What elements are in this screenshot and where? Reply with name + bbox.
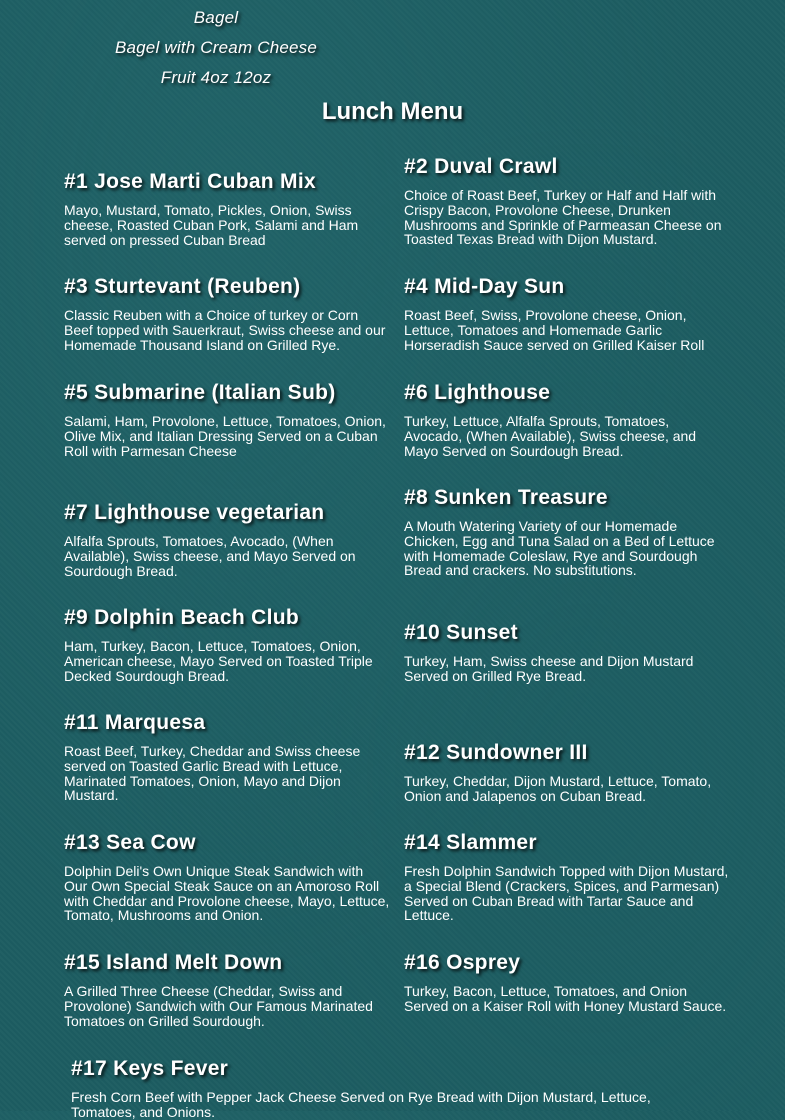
menu-item-title: #2 Duval Crawl	[404, 155, 558, 178]
menu-item-title: #9 Dolphin Beach Club	[64, 606, 299, 629]
menu-item-description: Ham, Turkey, Bacon, Lettuce, Tomatoes, Onion, American cheese, Mayo Served on Toasted Triple Decked Sourdough Bread.	[64, 638, 373, 684]
menu-item-description: Turkey, Cheddar, Dijon Mustard, Lettuce, Tomato, Onion and Jalapenos on Cuban Bread.	[404, 773, 712, 804]
menu-line-bagel-cream-cheese: Bagel with Cream Cheese	[114, 38, 318, 57]
menu-item-title: #1 Jose Marti Cuban Mix	[64, 170, 316, 193]
menu-item-description: Alfalfa Sprouts, Tomatoes, Avocado, (When Available), Swiss cheese, and Mayo Served on Sourdough Bread.	[64, 533, 356, 579]
menu-item-7	[64, 500, 390, 578]
menu-item-title: #4 Mid-Day Sun	[404, 275, 565, 298]
menu-item-title: #5 Submarine (Italian Sub)	[64, 381, 336, 404]
menu-item-12	[404, 740, 730, 804]
menu-item-4	[404, 274, 730, 352]
menu-item-description: Choice of Roast Beef, Turkey or Half and Half with Crispy Bacon, Provolone Cheese, Drunken Mushrooms and Sprinkle of Parmeasan Cheese on Toasted Texas Bread with Dijon Mustard.	[404, 187, 722, 248]
menu-item-17	[71, 1056, 711, 1120]
menu-item-description: Salami, Ham, Provolone, Lettuce, Tomatoes, Onion, Olive Mix, and Italian Dressing Served on a Cuban Roll with Parmesan Cheese	[64, 413, 386, 459]
menu-item-title: #7 Lighthouse vegetarian	[64, 501, 325, 524]
menu-item-description: Turkey, Lettuce, Alfalfa Sprouts, Tomatoes, Avocado, (When Available), Swiss cheese, and Mayo Served on Sourdough Bread.	[404, 413, 697, 459]
menu-item-title: #13 Sea Cow	[64, 831, 196, 854]
menu-item-title: #12 Sundowner III	[404, 741, 588, 764]
menu-item-description: Roast Beef, Swiss, Provolone cheese, Onion, Lettuce, Tomatoes and Homemade Garlic Horseradish Sauce served on Grilled Kaiser Roll	[404, 307, 705, 353]
menu-item-description: A Mouth Watering Variety of our Homemade Chicken, Egg and Tuna Salad on a Bed of Lettuce with Homemade Coleslaw, Rye and Sourdough Bread and crackers. No substitutions.	[404, 518, 715, 579]
menu-line-bagel: Bagel	[193, 8, 239, 27]
menu-item-2	[404, 154, 730, 247]
menu-item-10	[404, 620, 730, 684]
menu-item-description: Turkey, Bacon, Lettuce, Tomatoes, and Onion Served on a Kaiser Roll with Honey Mustard Sauce.	[404, 983, 727, 1014]
lunch-menu-title: Lunch Menu	[321, 98, 464, 125]
menu-item-title: #8 Sunken Treasure	[404, 486, 608, 509]
menu-item-title: #6 Lighthouse	[404, 381, 551, 404]
menu-item-description: Fresh Corn Beef with Pepper Jack Cheese Served on Rye Bread with Dijon Mustard, Lettuce, Tomatoes, and Onions.	[71, 1089, 651, 1120]
menu-item-description: Turkey, Ham, Swiss cheese and Dijon Mustard Served on Grilled Rye Bread.	[404, 653, 694, 684]
menu-item-title: #14 Slammer	[404, 831, 537, 854]
menu-item-title: #16 Osprey	[404, 951, 521, 974]
menu-item-6	[404, 380, 730, 458]
menu-item-16	[404, 950, 730, 1014]
menu-item-14	[404, 830, 730, 923]
menu-item-description: A Grilled Three Cheese (Cheddar, Swiss and Provolone) Sandwich with Our Famous Marinated Tomatoes on Grilled Sourdough.	[64, 983, 373, 1029]
menu-item-8	[404, 485, 730, 578]
menu-line-fruit: Fruit 4oz 12oz	[160, 68, 272, 87]
menu-item-15	[64, 950, 390, 1028]
menu-item-description: Classic Reuben with a Choice of turkey or Corn Beef topped with Sauerkraut, Swiss cheese and our Homemade Thousand Island on Grilled Rye.	[64, 307, 386, 353]
menu-item-description: Mayo, Mustard, Tomato, Pickles, Onion, Swiss cheese, Roasted Cuban Pork, Salami and Ham served on pressed Cuban Bread	[64, 202, 359, 248]
menu-item-9	[64, 605, 390, 683]
menu-item-3	[64, 274, 390, 352]
menu-item-title: #15 Island Melt Down	[64, 951, 283, 974]
menu-item-title: #3 Sturtevant (Reuben)	[64, 275, 301, 298]
menu-item-description: Fresh Dolphin Sandwich Topped with Dijon Mustard, a Special Blend (Crackers, Spices, and Parmesan) Served on Cuban Bread with Tartar Sauce and Lettuce.	[404, 863, 729, 924]
menu-item-description: Roast Beef, Turkey, Cheddar and Swiss cheese served on Toasted Garlic Bread with Lettuce, Marinated Tomatoes, Onion, Mayo and Dijon Mustard.	[64, 743, 361, 804]
menu-item-13	[64, 830, 390, 923]
menu-item-1	[64, 169, 390, 247]
menu-item-description: Dolphin Deli's Own Unique Steak Sandwich with Our Own Special Steak Sauce on an Amoroso Roll with Cheddar and Provolone cheese, Mayo, Lettuce, Tomato, Mushrooms and Onion.	[64, 863, 390, 924]
menu-item-5	[64, 380, 390, 458]
menu-item-title: #11 Marquesa	[64, 711, 206, 734]
menu-item-11	[64, 710, 390, 803]
menu-item-title: #17 Keys Fever	[71, 1057, 229, 1080]
menu-item-title: #10 Sunset	[404, 621, 518, 644]
